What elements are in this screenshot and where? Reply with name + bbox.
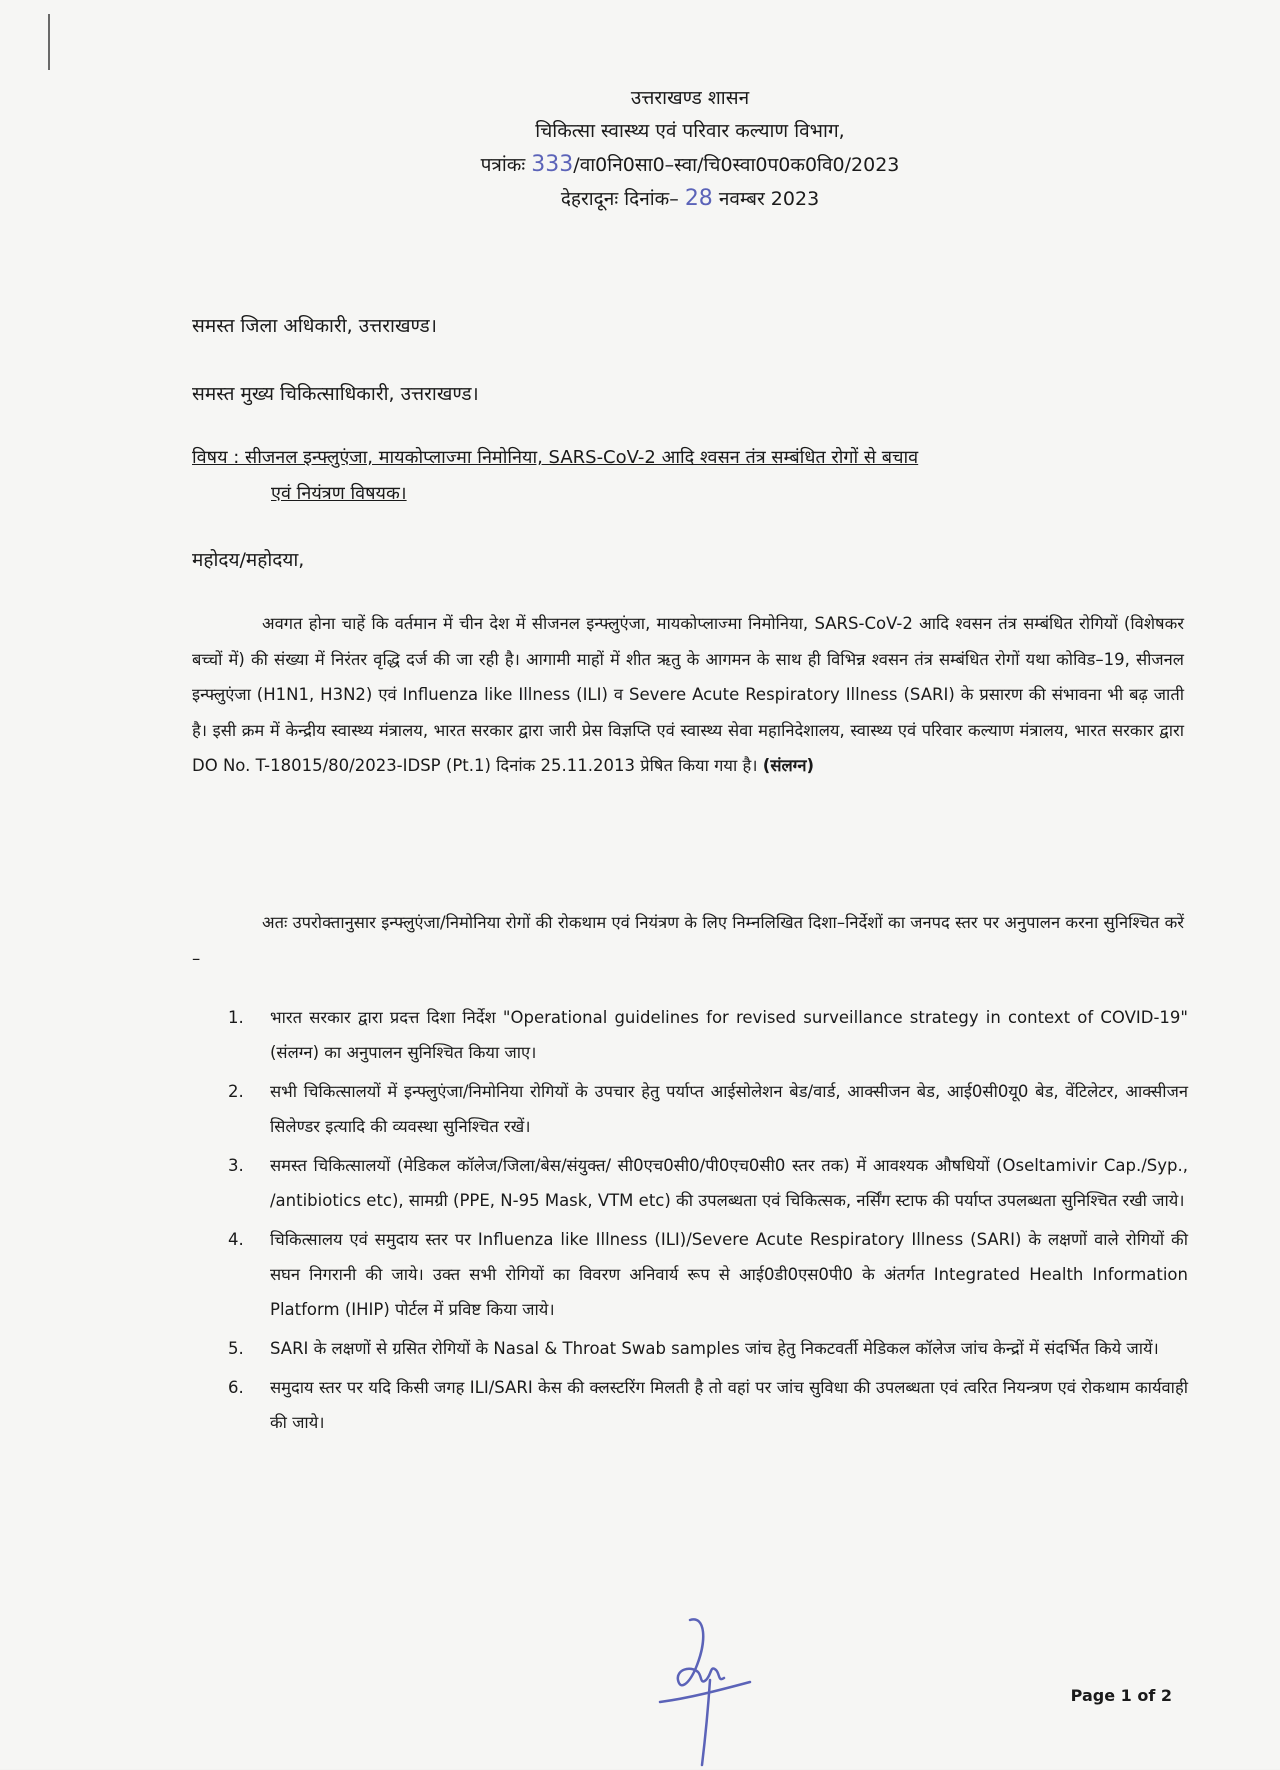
reference-prefix: पत्रांकः xyxy=(480,154,526,176)
page-number: Page 1 of 2 xyxy=(1070,1686,1172,1705)
date-prefix: देहरादूनः दिनांक– xyxy=(560,188,679,210)
paragraph-1 xyxy=(192,606,1184,784)
reference-number: 333 xyxy=(531,152,574,177)
paragraph-2 xyxy=(192,905,1184,976)
list-item: 2. सभी चिकित्सालयों में इन्फ्लुएंजा/निमोनिया रोगियों के उपचार हेतु पर्याप्त आईसोलेशन बेड/वार्ड, आक्सीजन बेड, आई0सी0यू0 बेड, वेंटिलेटर, आक्सीजन सिलेण्डर इत्यादि की व्यवस्था सुनिश्चित रखें। xyxy=(228,1082,1188,1136)
list-item: 5. SARI के लक्षणों से ग्रसित रोगियों के Nasal & Throat Swab samples जांच हेतु निकटवर्ती मेडिकल कॉलेज जांच केन्द्रों में संदर्भित किये जायें। xyxy=(228,1339,1159,1358)
subject xyxy=(192,440,1192,512)
header-reference xyxy=(380,148,1000,182)
letter-header xyxy=(380,82,1000,216)
list-item: 4. चिकित्सालय एवं समुदाय स्तर पर Influenza like Illness (ILI)/Severe Acute Respiratory Illness (SARI) के लक्षणों वाले रोगियों की सघन निगरानी की जाये। उक्त सभी रोगियों का विवरण अनिवार्य रूप से आई0डी0एस0पी0 के अंतर्गत Integrated Health Information Platform (IHIP) पोर्टल में प्रविष्ट किया जाये। xyxy=(228,1230,1188,1319)
enclosure-note: (संलग्न) xyxy=(762,756,815,775)
list-item: 6. समुदाय स्तर पर यदि किसी जगह ILI/SARI केस की क्लस्टरिंग मिलती है तो वहां पर जांच सुविधा की उपलब्धता एवं त्वरित नियन्त्रण एवं रोकथाम कार्यवाही की जाये। xyxy=(228,1378,1188,1432)
salutation: महोदय/महोदया, xyxy=(192,549,305,571)
margin-mark xyxy=(48,14,50,70)
header-date xyxy=(380,182,1000,216)
subject-line-2: एवं नियंत्रण विषयक। xyxy=(271,483,407,504)
paragraph-1-text: अवगत होना चाहें कि वर्तमान में चीन देश में सीजनल इन्फ्लुएंजा, मायकोप्लाज्मा निमोनिया, SARS-CoV-2 आदि श्वसन तंत्र सम्बंधित रोगियों (विशेषकर बच्चों में) की संख्या में निरंतर वृद्धि दर्ज की जा रही है। आगामी माहों में शीत ऋतु के आगमन के साथ ही विभिन्न श्वसन तंत्र सम्बंधित रोगों यथा कोविड–19, सीजनल इन्फ्लुएंजा (H1N1, H3N2) एवं Influenza like Illness (ILI) व Severe Acute Respiratory Illness (SARI) के प्रसारण की संभावना भी बढ़ जाती है। इसी क्रम में केन्द्रीय स्वास्थ्य मंत्रालय, भारत सरकार द्वारा जारी प्रेस विज्ञप्ति एवं स्वास्थ्य सेवा महानिदेशालय, स्वास्थ्य एवं परिवार कल्याण मंत्रालय, भारत सरकार द्वारा DO No. T-18015/80/2023-IDSP (Pt.1) दिनांक 25.11.2013 प्रेषित किया गया है। xyxy=(192,614,1184,775)
directives-list xyxy=(228,1000,1188,1444)
signature-icon xyxy=(650,1610,760,1770)
addressee-district-officers: समस्त जिला अधिकारी, उत्तराखण्ड। xyxy=(192,315,437,337)
list-item: 1. भारत सरकार द्वारा प्रदत्त दिशा निर्देश "Operational guidelines for revised surveillance strategy in context of COVID-19" (संलग्न) का अनुपालन सुनिश्चित किया जाए। xyxy=(228,1008,1188,1062)
date-day: 28 xyxy=(684,186,713,211)
header-government: उत्तराखण्ड शासन xyxy=(630,87,750,109)
paragraph-2-text: अतः उपरोक्तानुसार इन्फ्लुएंजा/निमोनिया रोगों की रोकथाम एवं नियंत्रण के लिए निम्नलिखित दिशा–निर्देशों का जनपद स्तर पर अनुपालन करना सुनिश्चित करें – xyxy=(192,913,1184,968)
date-suffix: नवम्बर 2023 xyxy=(718,188,820,210)
header-department: चिकित्सा स्वास्थ्य एवं परिवार कल्याण विभाग, xyxy=(535,120,845,142)
addressee-chief-medical-officers: समस्त मुख्य चिकित्साधिकारी, उत्तराखण्ड। xyxy=(192,383,479,405)
subject-line-1: विषय : सीजनल इन्फ्लुएंजा, मायकोप्लाज्मा निमोनिया, SARS-CoV-2 आदि श्वसन तंत्र सम्बंधित रोगों से बचाव xyxy=(192,447,919,468)
reference-suffix: /वा0नि0सा0–स्वा/चि0स्वा0प0क0वि0/2023 xyxy=(573,154,900,176)
list-item: 3. समस्त चिकित्सालयों (मेडिकल कॉलेज/जिला/बेस/संयुक्त/ सी0एच0सी0/पी0एच0सी0 स्तर तक) में आवश्यक औषधियों (Oseltamivir Cap./Syp., /antibiotics etc), सामग्री (PPE, N-95 Mask, VTM etc) की उपलब्धता एवं चिकित्सक, नर्सिंग स्टाफ की पर्याप्त उपलब्धता सुनिश्चित रखी जाये। xyxy=(228,1156,1188,1210)
